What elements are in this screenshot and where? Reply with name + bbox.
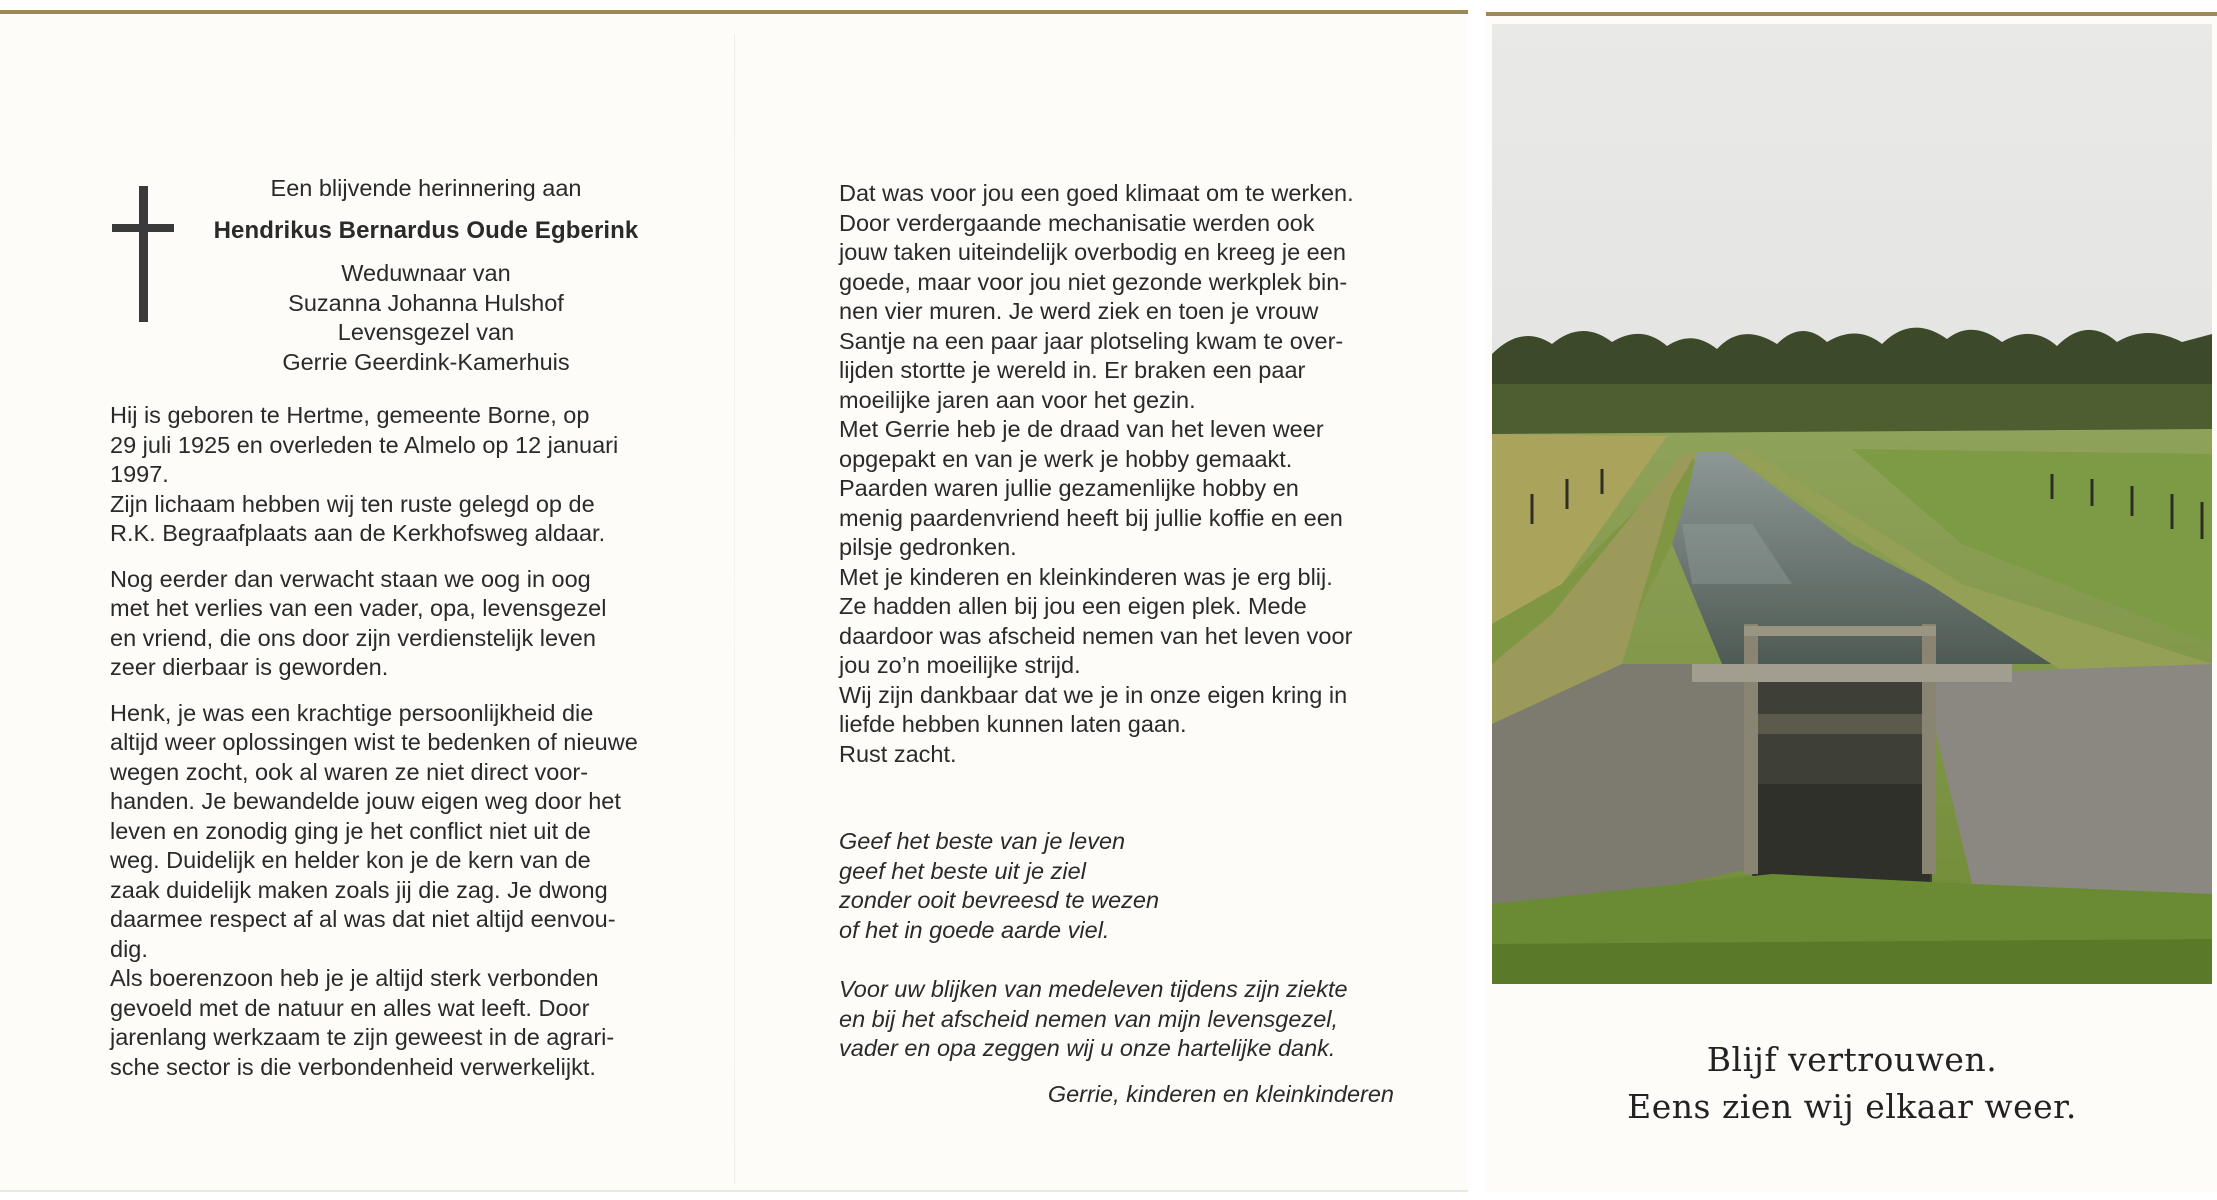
deceased-name: Hendrikus Bernardus Oude Egberink <box>213 216 639 244</box>
signature: Gerrie, kinderen en kleinkinderen <box>1047 1080 1394 1107</box>
text-line: gevoeld met de natuur en alles wat leeft. Door <box>110 994 590 1021</box>
personality-paragraph <box>110 699 662 1083</box>
relation-line: Suzanna Johanna Hulshof <box>288 289 564 316</box>
relation-line: Weduwnaar van <box>341 260 511 286</box>
text-line: Nog eerder dan verwacht staan we oog in oog <box>110 565 591 592</box>
text-line: Santje na een paar jaar plotseling kwam te over- <box>839 327 1344 354</box>
landscape-photo <box>1492 24 2212 984</box>
text-line: Zijn lichaam hebben wij ten ruste gelegd op de <box>110 490 595 517</box>
text-line: 29 juli 1925 en overleden te Almelo op 12 januari <box>110 431 619 458</box>
text-line: daardoor was afscheid nemen van het leven voor <box>839 622 1353 649</box>
text-line: handen. Je bewandelde jouw eigen weg door het <box>110 788 621 814</box>
text-line: nen vier muren. Je werd ziek en toen je vrouw <box>839 298 1319 324</box>
text-line: jarenlang werkzaam te zijn geweest in de agrari- <box>110 1024 615 1050</box>
thanks-line: Voor uw blijken van medeleven tijdens zijn ziekte <box>839 976 1348 1002</box>
text-line: moeilijke jaren aan voor het gezin. <box>839 386 1196 413</box>
motto-line: Blijf vertrouwen. <box>1706 1040 1998 1079</box>
text-line: altijd weer oplossingen wist te bedenken of nieuwe <box>110 729 638 755</box>
fold-line <box>734 34 735 1184</box>
text-line: pilsje gedronken. <box>839 534 1017 560</box>
intro-text: Een blijvende herinnering aan <box>270 175 582 201</box>
text-line: Dat was voor jou een goed klimaat om te werken. <box>839 180 1354 206</box>
text-line: leven en zonodig ging je het conflict niet uit de <box>110 817 591 844</box>
poem-line: zonder ooit bevreesd te wezen <box>839 887 1160 913</box>
text-line: Met je kinderen en kleinkinderen was je erg blij. <box>839 563 1333 590</box>
left-column <box>110 174 662 1082</box>
text-line: Met Gerrie heb je de draad van het leven weer <box>839 416 1324 442</box>
text-line: jou zo’n moeilijke strijd. <box>839 652 1081 678</box>
relation-line: Levensgezel van <box>337 319 515 345</box>
inner-card <box>0 10 1468 1190</box>
text-line: daarmee respect af al was dat niet altijd eenvou- <box>110 906 616 932</box>
middle-column <box>839 179 1394 1133</box>
text-line: 1997. <box>110 461 169 487</box>
poem-line: geef het beste uit je ziel <box>839 857 1086 884</box>
motto <box>1492 1036 2212 1130</box>
header-block <box>110 174 662 377</box>
poem-line: of het in goede aarde viel. <box>839 916 1110 943</box>
motto-line: Eens zien wij elkaar weer. <box>1627 1087 2077 1126</box>
text-line: wegen zocht, ook al waren ze niet direct voor- <box>110 758 589 785</box>
text-line: zeer dierbaar is geworden. <box>110 654 389 680</box>
text-line: Paarden waren jullie gezamenlijke hobby en <box>839 475 1299 501</box>
text-line: lijden stortte je wereld in. Er braken een paar <box>839 357 1306 383</box>
text-line: menig paardenvriend heeft bij jullie koffie en een <box>839 504 1343 531</box>
text-line: opgepakt en van je werk je hobby gemaakt. <box>839 445 1293 472</box>
thanks-line: en bij het afscheid nemen van mijn levensgezel, <box>839 1005 1339 1032</box>
text-line: Ze hadden allen bij jou een eigen plek. Mede <box>839 593 1307 619</box>
life-paragraph <box>839 179 1394 769</box>
text-line: liefde hebben kunnen laten gaan. <box>839 711 1187 737</box>
text-line: en vriend, die ons door zijn verdienstelijk leven <box>110 624 596 651</box>
loss-paragraph <box>110 565 662 683</box>
text-line: met het verlies van een vader, opa, levensgezel <box>110 595 607 621</box>
text-line: weg. Duidelijk en helder kon je de kern van de <box>110 847 591 873</box>
text-line: zaak duidelijk maken zoals jij die zag. Je dwong <box>110 876 608 903</box>
photo-card <box>1486 12 2217 1192</box>
text-line: Hij is geboren te Hertme, gemeente Borne, op <box>110 402 590 428</box>
text-line: jouw taken uiteindelijk overbodig en kreeg je een <box>839 239 1346 265</box>
text-line: Als boerenzoon heb je je altijd sterk verbonden <box>110 965 599 991</box>
text-line: Henk, je was een krachtige persoonlijkheid die <box>110 699 594 726</box>
poem <box>839 827 1394 945</box>
thanks-text <box>839 975 1394 1064</box>
text-line: goede, maar voor jou niet gezonde werkplek bin- <box>839 268 1348 295</box>
text-line: Door verdergaande mechanisatie werden ook <box>839 209 1315 236</box>
text-line: dig. <box>110 935 148 962</box>
text-line: Rust zacht. <box>839 740 957 767</box>
relation-line: Gerrie Geerdink-Kamerhuis <box>282 348 570 375</box>
text-line: R.K. Begraafplaats aan de Kerkhofsweg aldaar. <box>110 520 606 546</box>
thanks-line: vader en opa zeggen wij u onze hartelijke dank. <box>839 1035 1336 1061</box>
text-line: Wij zijn dankbaar dat we je in onze eigen kring in <box>839 681 1348 708</box>
birth-paragraph <box>110 401 662 549</box>
poem-line: Geef het beste van je leven <box>839 828 1126 854</box>
text-line: sche sector is die verbondenheid verwerkelijkt. <box>110 1053 596 1080</box>
